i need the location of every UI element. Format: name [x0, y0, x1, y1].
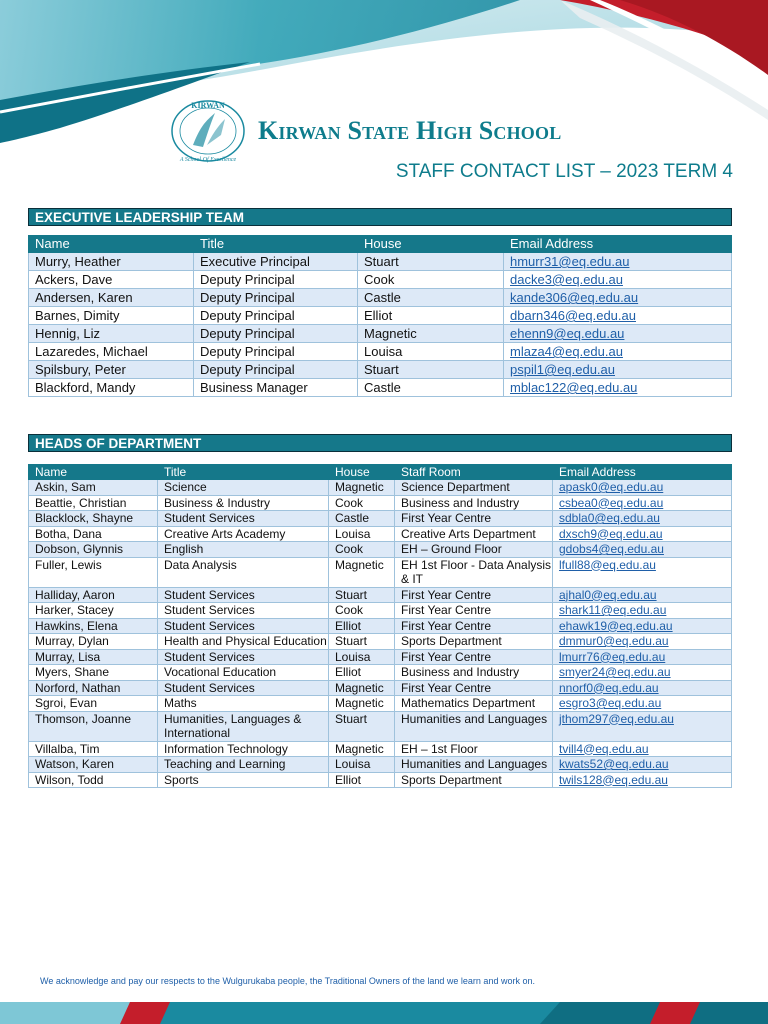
- table-cell: Business and Industry: [395, 495, 553, 511]
- table-row: [29, 289, 732, 307]
- svg-text:A School Of Excellence: A School Of Excellence: [179, 157, 237, 163]
- column-header: Email Address: [553, 465, 732, 480]
- hod-table: [28, 464, 732, 788]
- email-link[interactable]: ehawk19@eq.edu.au: [559, 618, 673, 633]
- table-cell: Data Analysis: [158, 557, 329, 587]
- table-cell: Murray, Lisa: [29, 649, 158, 665]
- email-cell: [553, 772, 732, 788]
- table-row: [29, 587, 732, 603]
- svg-text:KIRWAN: KIRWAN: [191, 101, 225, 110]
- table-cell: Student Services: [158, 618, 329, 634]
- table-cell: Business and Industry: [395, 665, 553, 681]
- exec-table: [28, 235, 732, 397]
- table-cell: Maths: [158, 696, 329, 712]
- column-header: Title: [194, 236, 358, 253]
- table-row: [29, 343, 732, 361]
- table-cell-room: EH 1st Floor - Data Analysis & IT: [395, 557, 553, 587]
- table-cell: Murry, Heather: [29, 253, 194, 271]
- email-cell: [553, 511, 732, 527]
- table-cell: Magnetic: [329, 741, 395, 757]
- table-cell-room: EH – 1st Floor: [395, 741, 553, 757]
- table-cell: Sports Department: [395, 634, 553, 650]
- table-cell: Elliot: [329, 772, 395, 788]
- table-cell: Deputy Principal: [194, 343, 358, 361]
- table-cell: Fuller, Lewis: [29, 557, 158, 587]
- table-cell: Stuart: [358, 253, 504, 271]
- table-cell: Stuart: [329, 634, 395, 650]
- table-cell: Deputy Principal: [194, 271, 358, 289]
- email-cell: [553, 542, 732, 558]
- table-cell: Science Department: [395, 480, 553, 496]
- email-link[interactable]: smyer24@eq.edu.au: [559, 665, 671, 679]
- table-cell: Student Services: [158, 649, 329, 665]
- table-cell: Elliot: [329, 618, 395, 634]
- acknowledgement-text: We acknowledge and pay our respects to the Wulgurukaba people, the Traditional Owners of the land we learn and work on.: [40, 976, 535, 986]
- exec-section-title: EXECUTIVE LEADERSHIP TEAM: [28, 208, 732, 226]
- email-link[interactable]: twils128@eq.edu.au: [559, 772, 668, 787]
- table-cell: First Year Centre: [395, 587, 553, 603]
- table-row: [29, 526, 732, 542]
- table-row: [29, 634, 732, 650]
- hod-section-title: HEADS OF DEPARTMENT: [28, 434, 732, 452]
- table-cell: Magnetic: [329, 557, 395, 587]
- table-cell: Louisa: [329, 649, 395, 665]
- email-link[interactable]: mlaza4@eq.edu.au: [510, 344, 623, 359]
- table-cell: Deputy Principal: [194, 361, 358, 379]
- email-cell: [553, 696, 732, 712]
- table-row: [29, 772, 732, 788]
- email-cell: [553, 665, 732, 681]
- email-link[interactable]: apask0@eq.edu.au: [559, 480, 664, 494]
- email-link[interactable]: jthom297@eq.edu.au: [559, 711, 674, 726]
- email-link[interactable]: hmurr31@eq.edu.au: [510, 254, 630, 269]
- table-row: [29, 325, 732, 343]
- table-cell: Humanities and Languages: [395, 711, 553, 741]
- table-cell: Castle: [358, 289, 504, 307]
- email-link[interactable]: dacke3@eq.edu.au: [510, 272, 623, 287]
- email-cell: [553, 526, 732, 542]
- email-link[interactable]: dxsch9@eq.edu.au: [559, 526, 663, 541]
- email-link[interactable]: lmurr76@eq.edu.au: [559, 649, 666, 664]
- column-header: House: [358, 236, 504, 253]
- email-cell: [504, 325, 732, 343]
- table-cell: Elliot: [358, 307, 504, 325]
- table-cell: Thomson, Joanne: [29, 711, 158, 741]
- email-cell: [553, 741, 732, 757]
- table-cell: Wilson, Todd: [29, 772, 158, 788]
- table-row: [29, 649, 732, 665]
- email-link[interactable]: gdobs4@eq.edu.au: [559, 542, 664, 556]
- table-cell: Creative Arts Department: [395, 526, 553, 542]
- table-cell: Science: [158, 480, 329, 496]
- table-cell: English: [158, 542, 329, 558]
- email-link[interactable]: pspil1@eq.edu.au: [510, 362, 615, 377]
- footer-banner: [0, 1002, 768, 1024]
- table-cell: Magnetic: [329, 680, 395, 696]
- email-link[interactable]: tvill4@eq.edu.au: [559, 741, 649, 756]
- email-link[interactable]: kande306@eq.edu.au: [510, 290, 639, 305]
- table-row: [29, 757, 732, 773]
- table-cell: Ackers, Dave: [29, 271, 194, 289]
- email-cell: [553, 495, 732, 511]
- email-cell: [553, 480, 732, 496]
- table-cell: Vocational Education: [158, 665, 329, 681]
- table-cell: Teaching and Learning: [158, 757, 329, 773]
- table-cell: Botha, Dana: [29, 526, 158, 542]
- table-cell: Louisa: [329, 757, 395, 773]
- school-logo: [163, 95, 253, 167]
- table-row: [29, 557, 732, 587]
- column-header: Name: [29, 465, 158, 480]
- column-header: Name: [29, 236, 194, 253]
- email-cell: [553, 557, 732, 587]
- email-cell: [504, 343, 732, 361]
- table-cell: Magnetic: [358, 325, 504, 343]
- table-cell: Stuart: [358, 361, 504, 379]
- table-row: [29, 603, 732, 619]
- email-link[interactable]: shark11@eq.edu.au: [559, 603, 667, 617]
- table-cell: Hennig, Liz: [29, 325, 194, 343]
- table-cell: Business & Industry: [158, 495, 329, 511]
- column-header: Email Address: [504, 236, 732, 253]
- table-cell: Dobson, Glynnis: [29, 542, 158, 558]
- table-cell: Cook: [358, 271, 504, 289]
- table-cell: Cook: [329, 542, 395, 558]
- school-name: Kirwan State High School: [258, 116, 562, 145]
- table-cell: Cook: [329, 495, 395, 511]
- table-cell: Castle: [358, 379, 504, 397]
- table-cell: Information Technology: [158, 741, 329, 757]
- email-cell: [504, 289, 732, 307]
- table-row: [29, 307, 732, 325]
- table-cell: EH – Ground Floor: [395, 542, 553, 558]
- table-cell: Villalba, Tim: [29, 741, 158, 757]
- table-cell: Blackford, Mandy: [29, 379, 194, 397]
- email-link[interactable]: esgro3@eq.edu.au: [559, 696, 662, 710]
- table-cell: Andersen, Karen: [29, 289, 194, 307]
- email-link[interactable]: dbarn346@eq.edu.au: [510, 308, 636, 323]
- table-cell: First Year Centre: [395, 511, 553, 527]
- email-cell: [553, 603, 732, 619]
- table-cell: Student Services: [158, 511, 329, 527]
- email-link[interactable]: csbea0@eq.edu.au: [559, 495, 664, 510]
- table-cell: Hawkins, Elena: [29, 618, 158, 634]
- table-cell: Louisa: [329, 526, 395, 542]
- table-row: [29, 542, 732, 558]
- table-row: [29, 680, 732, 696]
- email-cell: [504, 253, 732, 271]
- page-title: STAFF CONTACT LIST – 2023 TERM 4: [395, 161, 733, 182]
- email-cell: [553, 680, 732, 696]
- table-row: [29, 741, 732, 757]
- table-cell: Sports Department: [395, 772, 553, 788]
- table-cell: Spilsbury, Peter: [29, 361, 194, 379]
- table-cell: Mathematics Department: [395, 696, 553, 712]
- email-link[interactable]: dmmur0@eq.edu.au: [559, 634, 669, 648]
- table-cell: Deputy Principal: [194, 325, 358, 343]
- table-cell: Sgroi, Evan: [29, 696, 158, 712]
- table-cell: Stuart: [329, 711, 395, 741]
- email-cell: [553, 634, 732, 650]
- email-link[interactable]: ajhal0@eq.edu.au: [559, 587, 657, 602]
- email-cell: [504, 307, 732, 325]
- table-cell: Student Services: [158, 680, 329, 696]
- table-cell: Askin, Sam: [29, 480, 158, 496]
- table-row: [29, 696, 732, 712]
- email-link[interactable]: kwats52@eq.edu.au: [559, 757, 669, 771]
- table-cell: Student Services: [158, 587, 329, 603]
- email-cell: [504, 271, 732, 289]
- table-cell: Sports: [158, 772, 329, 788]
- table-cell: Harker, Stacey: [29, 603, 158, 619]
- table-row: [29, 711, 732, 741]
- table-cell: Watson, Karen: [29, 757, 158, 773]
- table-row: [29, 495, 732, 511]
- table-cell: Creative Arts Academy: [158, 526, 329, 542]
- table-cell: Student Services: [158, 603, 329, 619]
- table-cell: Health and Physical Education: [158, 634, 329, 650]
- table-cell: Barnes, Dimity: [29, 307, 194, 325]
- table-cell: Beattie, Christian: [29, 495, 158, 511]
- email-link[interactable]: ehenn9@eq.edu.au: [510, 326, 625, 341]
- column-header: Title: [158, 465, 329, 480]
- table-cell: First Year Centre: [395, 618, 553, 634]
- table-cell: Deputy Principal: [194, 307, 358, 325]
- table-cell: Norford, Nathan: [29, 680, 158, 696]
- column-header: House: [329, 465, 395, 480]
- table-row: [29, 511, 732, 527]
- table-cell: Murray, Dylan: [29, 634, 158, 650]
- email-cell: [553, 618, 732, 634]
- email-cell: [553, 587, 732, 603]
- table-row: [29, 271, 732, 289]
- table-cell: Louisa: [358, 343, 504, 361]
- table-cell: Executive Principal: [194, 253, 358, 271]
- table-cell: Humanities, Languages & International: [158, 711, 329, 741]
- email-cell: [553, 757, 732, 773]
- email-cell: [553, 711, 732, 741]
- table-row: [29, 361, 732, 379]
- table-cell: Cook: [329, 603, 395, 619]
- table-cell: Halliday, Aaron: [29, 587, 158, 603]
- table-cell: Lazaredes, Michael: [29, 343, 194, 361]
- table-cell: Myers, Shane: [29, 665, 158, 681]
- table-cell: Blacklock, Shayne: [29, 511, 158, 527]
- column-header: Staff Room: [395, 465, 553, 480]
- table-cell: Humanities and Languages: [395, 757, 553, 773]
- table-cell: Magnetic: [329, 696, 395, 712]
- table-cell: First Year Centre: [395, 603, 553, 619]
- table-row: [29, 480, 732, 496]
- email-link[interactable]: sdbla0@eq.edu.au: [559, 511, 660, 525]
- table-row: [29, 379, 732, 397]
- table-row: [29, 665, 732, 681]
- table-cell: Deputy Principal: [194, 289, 358, 307]
- email-cell: [553, 649, 732, 665]
- table-cell: First Year Centre: [395, 649, 553, 665]
- table-cell: Business Manager: [194, 379, 358, 397]
- email-link[interactable]: nnorf0@eq.edu.au: [559, 680, 659, 695]
- table-cell: Castle: [329, 511, 395, 527]
- email-cell: [504, 379, 732, 397]
- table-row: [29, 253, 732, 271]
- email-cell: [504, 361, 732, 379]
- table-row: [29, 618, 732, 634]
- table-cell: First Year Centre: [395, 680, 553, 696]
- table-cell: Stuart: [329, 587, 395, 603]
- table-cell: Elliot: [329, 665, 395, 681]
- table-cell: Magnetic: [329, 480, 395, 496]
- email-link[interactable]: mblac122@eq.edu.au: [510, 380, 638, 395]
- email-link[interactable]: lfull88@eq.edu.au: [559, 557, 656, 572]
